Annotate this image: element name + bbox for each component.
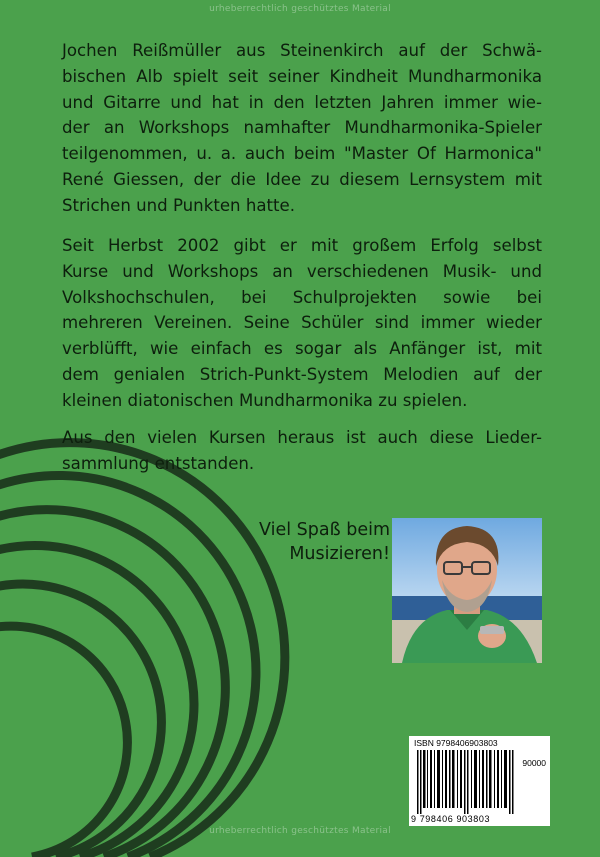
barcode-bars: [417, 750, 517, 814]
text-line: teilgenommen, u. a. auch beim "Master Of Harmonica": [62, 144, 542, 164]
text-line: René Giessen, der die Idee zu diesem Lernsystem mit: [62, 169, 542, 189]
text-line: Strichen und Punkten hatte.: [62, 195, 296, 215]
text-line: und Gitarre und hat in den letzten Jahren immer wie-: [62, 92, 542, 112]
price-code: 90000: [522, 758, 546, 768]
text-line: dem genialen Strich-Punkt-System Melodien auf der: [62, 364, 542, 384]
isbn-barcode: [409, 736, 550, 826]
bio-paragraph-1: [62, 38, 542, 219]
text-line: bischen Alb spielt seit seiner Kindheit Mundharmonika: [62, 66, 542, 86]
arc-4: [0, 545, 194, 857]
author-photo: [392, 518, 542, 663]
watermark-top: urheberrechtlich geschütztes Material: [209, 4, 391, 14]
text-line: Seit Herbst 2002 gibt er mit großem Erfolg selbst: [62, 236, 542, 255]
text-line: Aus den vielen Kursen heraus ist auch diese Lieder-: [62, 428, 542, 447]
arc-6: [0, 626, 127, 857]
text-line: verblüfft, wie einfach es sogar als Anfänger ist, mit: [62, 339, 542, 359]
watermark-bottom: urheberrechtlich geschütztes Material: [209, 826, 391, 836]
closing-line: Musizieren!: [289, 544, 390, 564]
bio-paragraph-2: [62, 233, 542, 414]
text-line: Jochen Reißmüller aus Steinenkirch auf der Schwä-: [62, 41, 542, 60]
text-line: kleinen diatonischen Mundharmonika zu spielen.: [62, 390, 468, 410]
bio-paragraph-3: [62, 425, 542, 477]
text-line: mehreren Vereinen. Seine Schüler sind immer wieder: [62, 313, 542, 333]
text-line: Kurse und Workshops an verschiedenen Musik- und: [62, 261, 542, 281]
closing-line: Viel Spaß beim: [259, 520, 390, 540]
text-line: sammlung entstanden.: [62, 453, 255, 473]
text-line: Volkshochschulen, bei Schulprojekten sowie bei: [62, 287, 542, 307]
closing-greeting: [200, 518, 390, 566]
text-line: der an Workshops namhafter Mundharmonika-Spieler: [62, 118, 542, 138]
barcode-digits: 9 798406 903803: [411, 814, 491, 824]
isbn-label: ISBN 9798406903803: [414, 738, 498, 748]
